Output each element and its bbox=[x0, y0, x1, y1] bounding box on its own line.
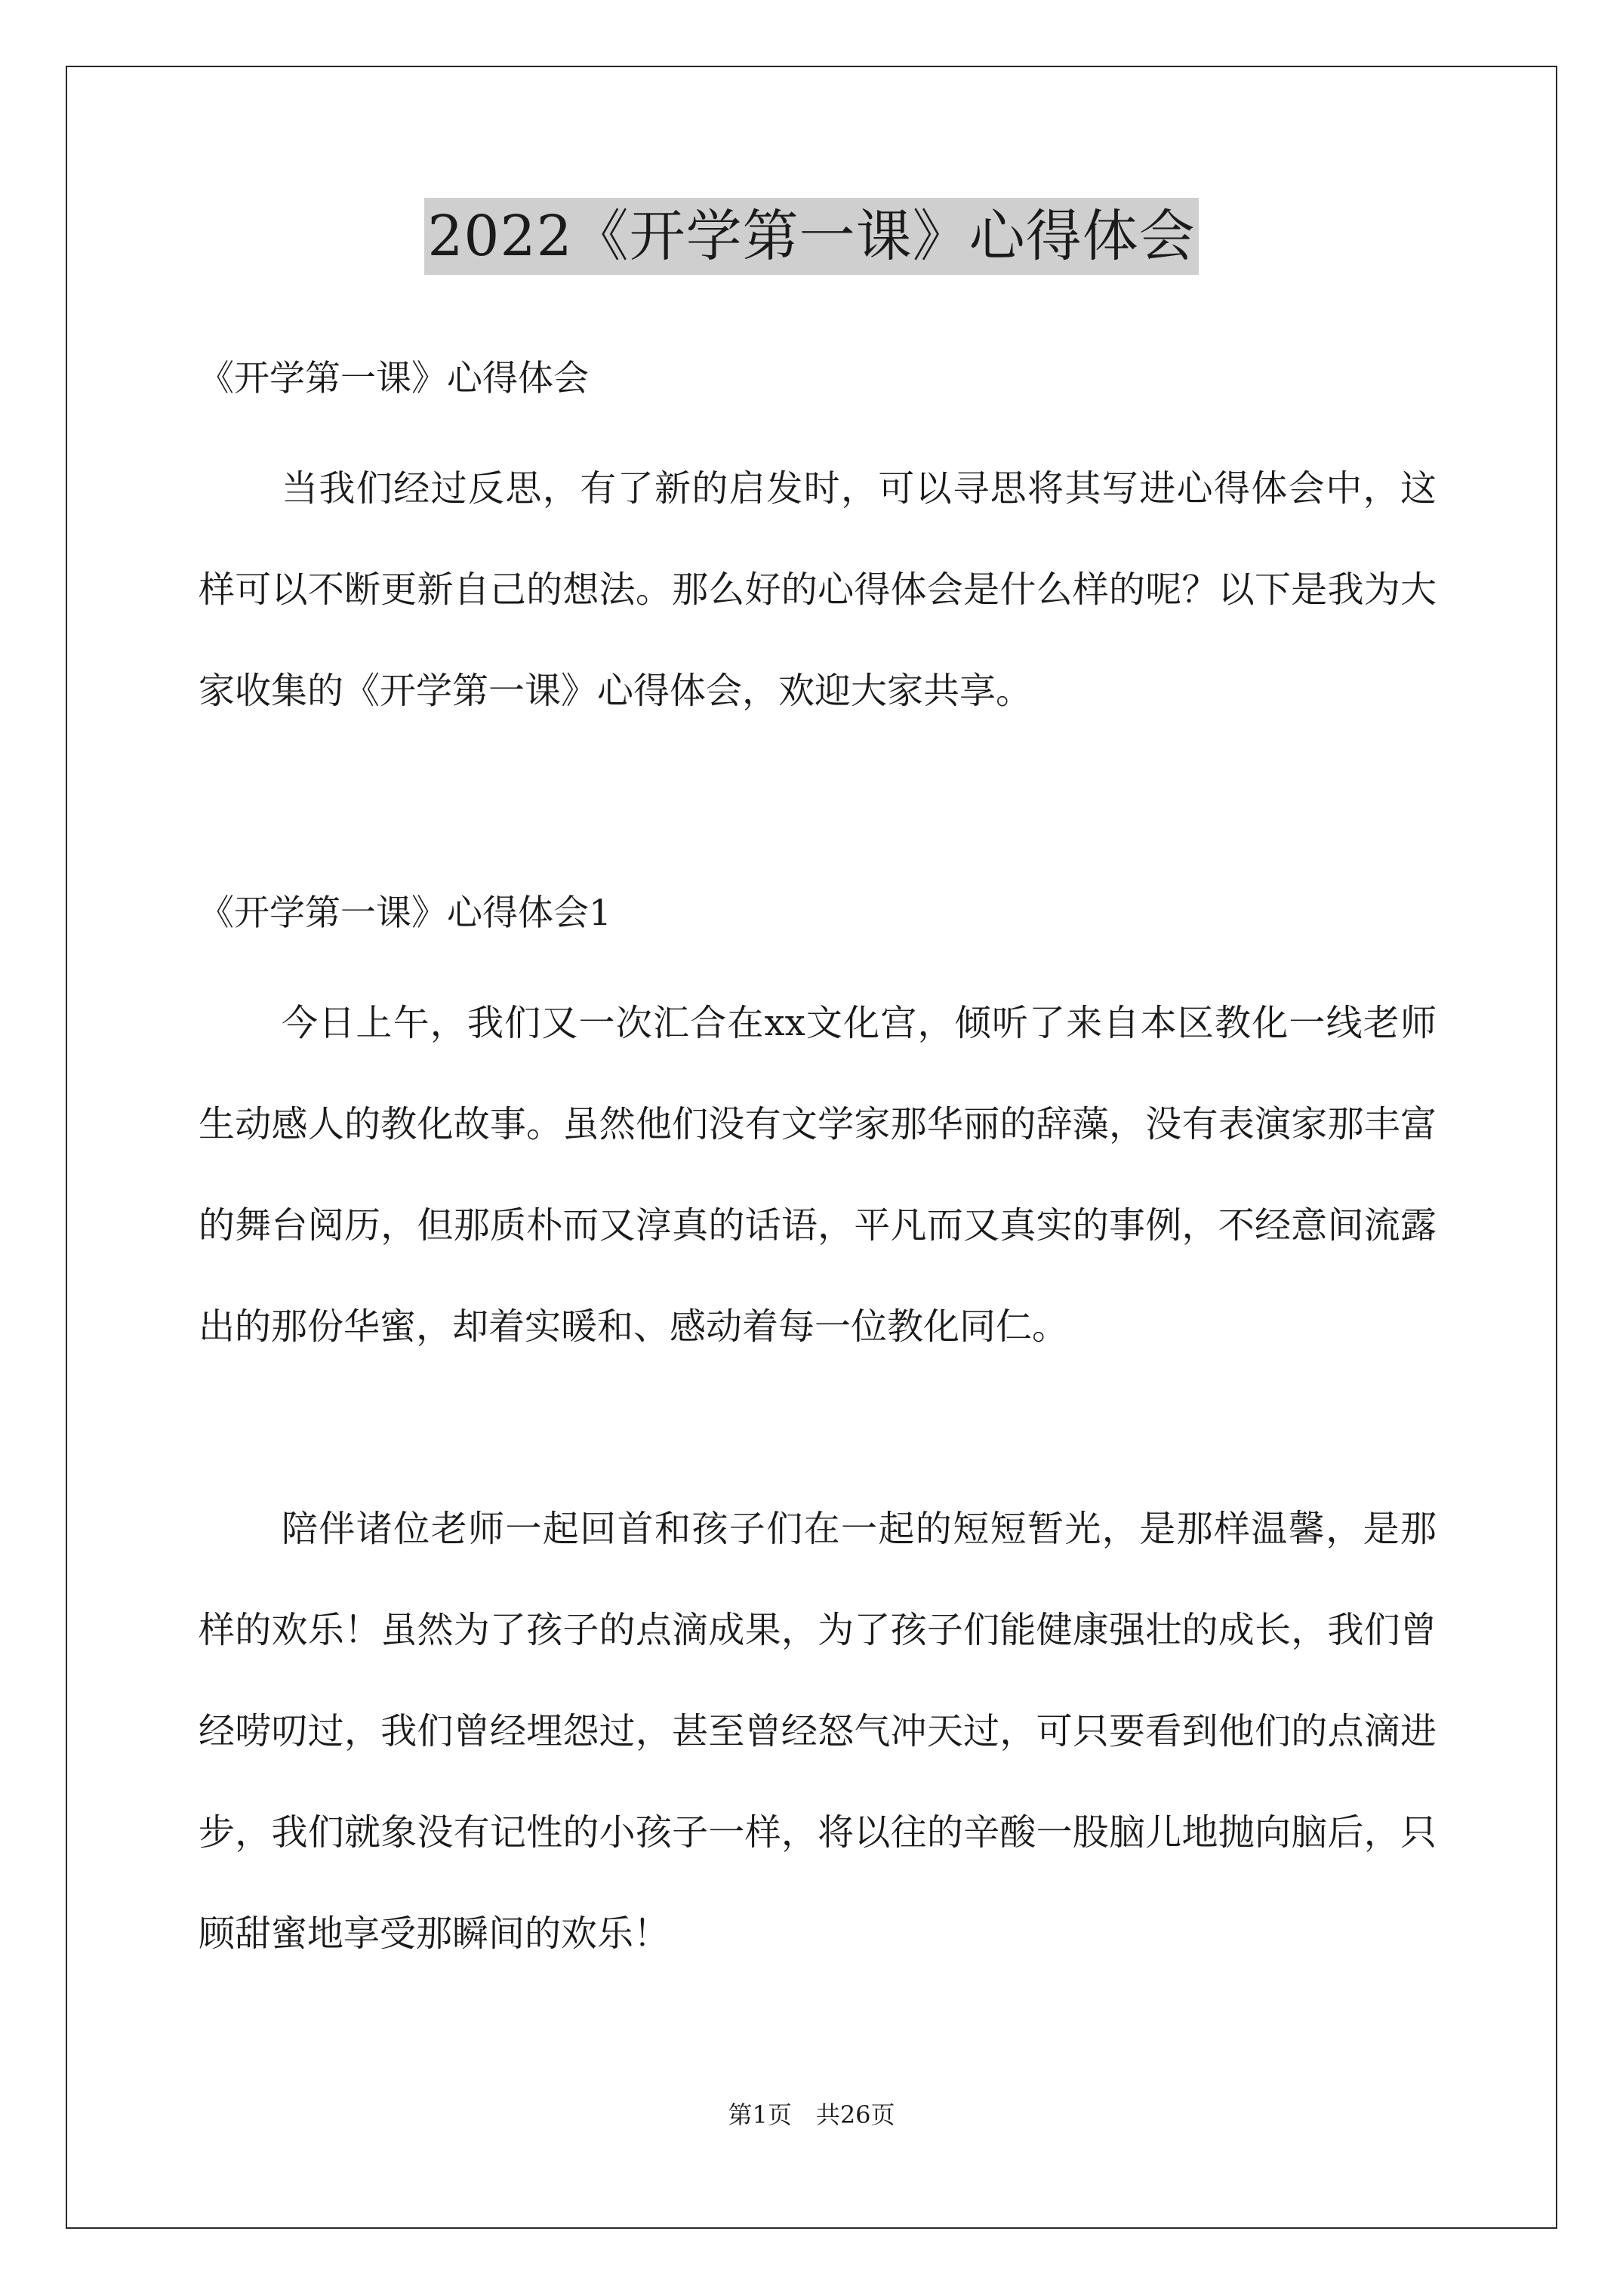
intro-paragraph: 当我们经过反思，有了新的启发时，可以寻思将其写进心得体会中，这样可以不断更新自己的想法。那么好的心得体会是什么样的呢？以下是我为大家收集的《开学第一课》心得体会，欢迎大家共享。 bbox=[199, 467, 1437, 712]
document-title: 2022《开学第一课》心得体会 bbox=[424, 198, 1198, 275]
body-paragraph-1: 今日上午，我们又一次汇合在xx文化宫，倾听了来自本区教化一线老师生动感人的教化故事。虽然他们没有文学家那华丽的辞藻，没有表演家那丰富的舞台阅历，但那质朴而又淳真的话语，平凡而又真实的事例，不经意间流露出的那份华蜜，却着实暖和、感动着每一位教化同仁。 bbox=[199, 1002, 1437, 1348]
document-subtitle: 《开学第一课》心得体会 bbox=[199, 358, 589, 399]
body-paragraph-2: 陪伴诸位老师一起回首和孩子们在一起的短短暂光，是那样温馨，是那样的欢乐！虽然为了孩子的点滴成果，为了孩子们能健康强壮的成长，我们曾经唠叨过，我们曾经埋怨过，甚至曾经怒气冲天过，可只要看到他们的点滴进步，我们就象没有记性的小孩子一样，将以往的辛酸一股脑儿地抛向脑后，只顾甜蜜地享受那瞬间的欢乐！ bbox=[199, 1508, 1437, 1955]
title-container bbox=[0, 198, 1623, 275]
page-number-footer: 第1页 共26页 bbox=[728, 2100, 895, 2129]
section-heading: 《开学第一课》心得体会1 bbox=[199, 892, 611, 934]
